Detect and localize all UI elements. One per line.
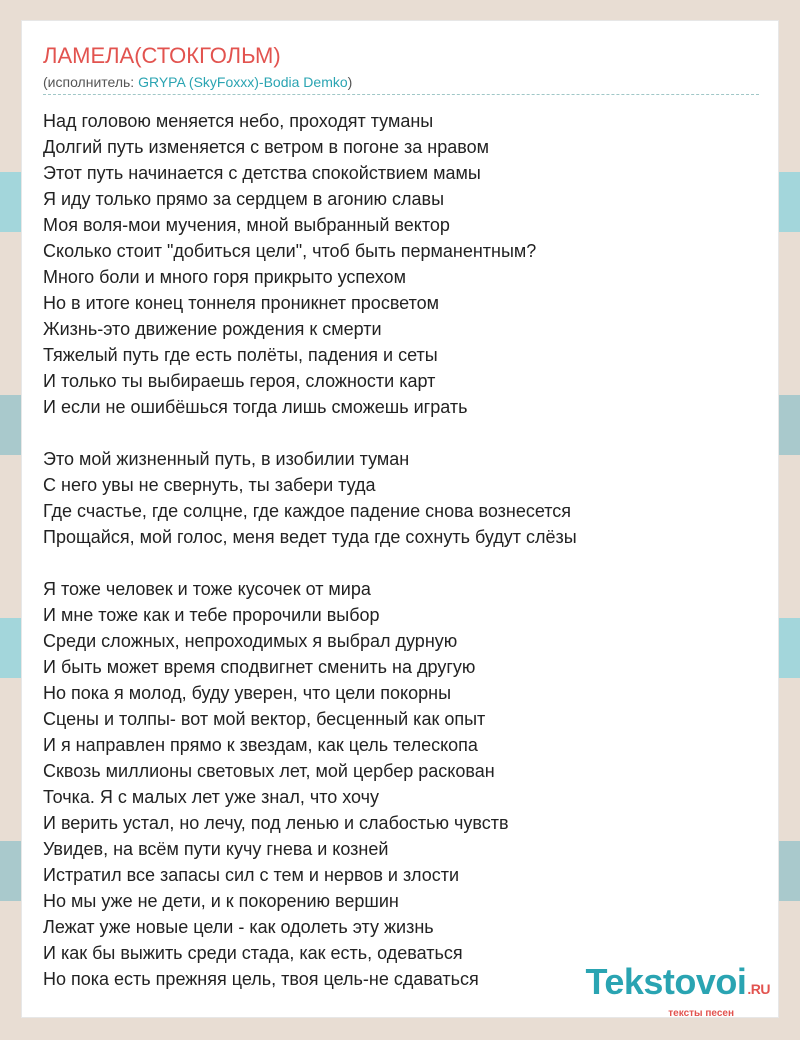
- lyric-line: И как бы выжить среди стада, как есть, одеваться: [43, 943, 463, 963]
- lyric-line: Точка. Я с малых лет уже знал, что хочу: [43, 787, 380, 807]
- lyric-line: Этот путь начинается с детства спокойствием мамы: [43, 163, 481, 183]
- lyric-line: Истратил все запасы сил с тем и нервов и злости: [43, 865, 460, 885]
- lyric-line: Сквозь миллионы световых лет, мой цербер раскован: [43, 761, 495, 781]
- lyric-line: Жизнь-это движение рождения к смерти: [43, 319, 382, 339]
- stanza-gap: [43, 550, 759, 576]
- lyric-line: И мне тоже как и тебе пророчили выбор: [43, 605, 380, 625]
- lyric-line: Я иду только прямо за сердцем в агонию славы: [43, 189, 445, 209]
- artist-link[interactable]: GRYPA (SkyFoxxx)-Bodia Demko: [138, 74, 348, 90]
- artist-suffix: ): [347, 74, 353, 90]
- lyric-line: Долгий путь изменяется с ветром в погоне за нравом: [43, 137, 489, 157]
- lyric-line: Среди сложных, непроходимых я выбрал дурную: [43, 631, 458, 651]
- lyric-line: Где счастье, где солцне, где каждое падение снова вознесется: [43, 501, 572, 521]
- logo-text: Tekstovoi: [585, 961, 747, 1002]
- lyric-line: Но пока есть прежняя цель, твоя цель-не сдаваться: [43, 969, 479, 989]
- stanza-gap: [43, 420, 759, 446]
- lyrics-text: [43, 108, 759, 992]
- lyric-line: Сколько стоит "добиться цели", чтоб быть перманентным?: [43, 241, 537, 261]
- lyric-line: Но мы уже не дети, и к покорению вершин: [43, 891, 399, 911]
- lyric-line: Моя воля-мои мучения, мной выбранный вектор: [43, 215, 450, 235]
- lyric-line: Прощайся, мой голос, меня ведет туда где сохнуть будут слёзы: [43, 527, 577, 547]
- lyric-line: С него увы не свернуть, ты забери туда: [43, 475, 376, 495]
- lyric-line: И если не ошибёшься тогда лишь сможешь играть: [43, 397, 468, 417]
- lyric-line: Но в итоге конец тоннеля проникнет просветом: [43, 293, 440, 313]
- lyric-line: Много боли и много горя прикрыто успехом: [43, 267, 406, 287]
- logo-domain: .RU: [747, 981, 770, 997]
- artist-line: [43, 73, 759, 95]
- lyric-line: Тяжелый путь где есть полёты, падения и сеты: [43, 345, 438, 365]
- lyric-line: Лежат уже новые цели - как одолеть эту жизнь: [43, 917, 434, 937]
- lyric-line: И только ты выбираешь героя, сложности карт: [43, 371, 436, 391]
- lyric-line: Сцены и толпы- вот мой вектор, бесценный как опыт: [43, 709, 486, 729]
- lyric-line: Я тоже человек и тоже кусочек от мира: [43, 579, 371, 599]
- logo-wordmark: [586, 963, 771, 1008]
- artist-prefix: (исполнитель:: [43, 74, 139, 90]
- lyric-line: Но пока я молод, буду уверен, что цели покорны: [43, 683, 452, 703]
- logo-tagline: тексты песен: [668, 1008, 734, 1019]
- lyric-line: И я направлен прямо к звездам, как цель телескопа: [43, 735, 478, 755]
- site-logo[interactable]: [586, 963, 771, 1020]
- song-title: ЛАМЕЛА(СТОКГОЛЬМ): [43, 43, 281, 68]
- lyric-line: И быть может время сподвигнет сменить на другую: [43, 657, 476, 677]
- lyric-line: Над головою меняется небо, проходят туманы: [43, 111, 434, 131]
- lyrics-card: [21, 20, 779, 1018]
- lyric-line: Увидев, на всём пути кучу гнева и козней: [43, 839, 389, 859]
- lyric-line: И верить устал, но лечу, под ленью и слабостью чувств: [43, 813, 509, 833]
- lyric-line: Это мой жизненный путь, в изобилии туман: [43, 449, 410, 469]
